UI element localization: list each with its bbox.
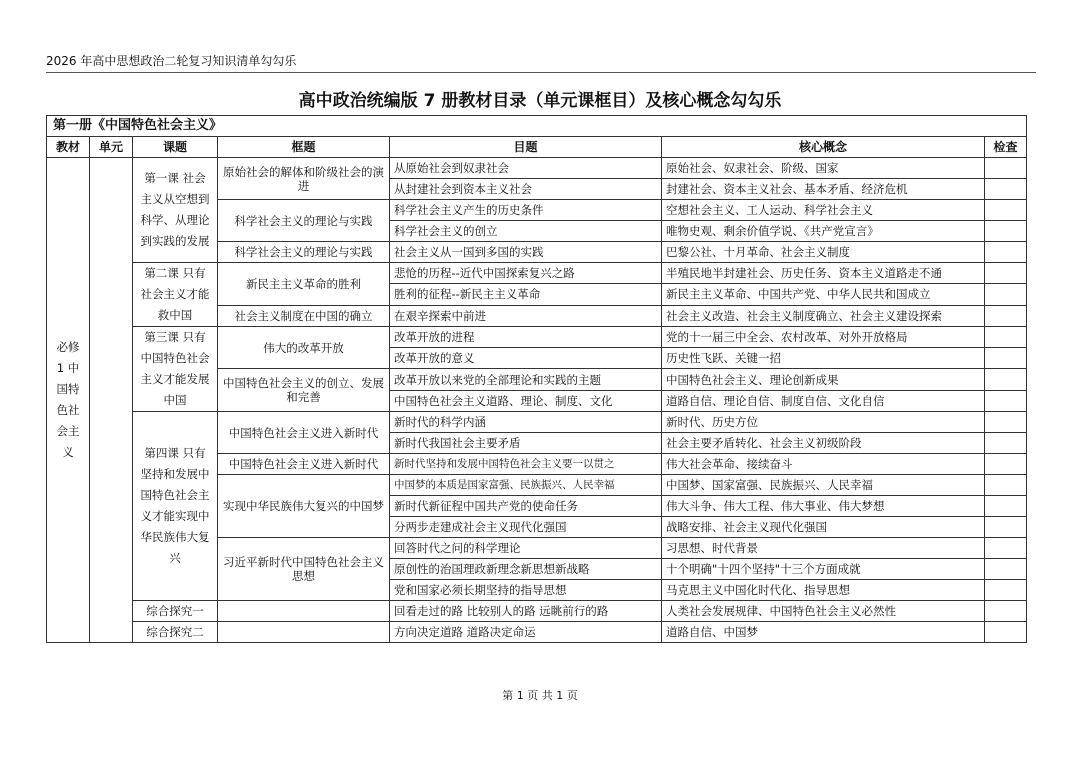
concept-cell: 道路自信、中国梦 (662, 622, 985, 643)
lesson-cell: 第一课 社会主义从空想到科学、从理论到实践的发展 (133, 158, 218, 263)
syllabus-table (46, 115, 1027, 643)
check-cell[interactable] (985, 622, 1027, 643)
check-cell[interactable] (985, 369, 1027, 391)
concept-cell: 党的十一届三中全会、农村改革、对外开放格局 (662, 327, 985, 348)
item-cell: 从原始社会到奴隶社会 (390, 158, 662, 179)
check-cell[interactable] (985, 517, 1027, 538)
lesson-cell: 第四课 只有坚持和发展中国特色社会主义才能实现中华民族伟大复兴 (133, 412, 218, 601)
item-cell: 分两步走建成社会主义现代化强国 (390, 517, 662, 538)
table-row (47, 158, 1027, 179)
frame-cell: 原始社会的解体和阶级社会的演进 (218, 158, 390, 200)
lesson-cell: 综合探究一 (133, 601, 218, 622)
column-header-row (47, 137, 1027, 158)
check-cell[interactable] (985, 348, 1027, 369)
lesson-cell: 综合探究二 (133, 622, 218, 643)
check-cell[interactable] (985, 242, 1027, 263)
item-cell: 悲怆的历程--近代中国探索复兴之路 (390, 263, 662, 284)
header-divider (46, 72, 1036, 73)
check-cell[interactable] (985, 580, 1027, 601)
check-cell[interactable] (985, 158, 1027, 179)
col-header-textbook: 教材 (47, 137, 90, 158)
item-cell: 新时代我国社会主要矛盾 (390, 433, 662, 454)
check-cell[interactable] (985, 412, 1027, 433)
check-cell[interactable] (985, 179, 1027, 200)
check-cell[interactable] (985, 601, 1027, 622)
frame-cell (218, 622, 390, 643)
concept-cell: 伟大斗争、伟大工程、伟大事业、伟大梦想 (662, 496, 985, 517)
check-cell[interactable] (985, 200, 1027, 221)
page-footer: 第 1 页 共 1 页 (502, 689, 578, 702)
check-cell[interactable] (985, 391, 1027, 412)
unit-cell (90, 158, 133, 643)
frame-cell: 习近平新时代中国特色社会主义思想 (218, 538, 390, 601)
page-title: 高中政治统编版 7 册教材目录（单元课框目）及核心概念勾勾乐 (298, 91, 782, 111)
concept-cell: 社会主义改造、社会主义制度确立、社会主义建设探索 (662, 305, 985, 326)
frame-cell (218, 601, 390, 622)
check-cell[interactable] (985, 221, 1027, 242)
concept-cell: 巴黎公社、十月革命、社会主义制度 (662, 242, 985, 263)
item-cell: 改革开放的意义 (390, 348, 662, 369)
check-cell[interactable] (985, 263, 1027, 284)
check-cell[interactable] (985, 454, 1027, 475)
concept-cell: 中国特色社会主义、理论创新成果 (662, 369, 985, 391)
check-cell[interactable] (985, 327, 1027, 348)
table-row (47, 412, 1027, 433)
frame-cell: 科学社会主义的理论与实践 (218, 200, 390, 242)
item-cell: 胜利的征程--新民主主义革命 (390, 284, 662, 305)
concept-cell: 封建社会、资本主义社会、基本矛盾、经济危机 (662, 179, 985, 200)
frame-cell: 实现中华民族伟大复兴的中国梦 (218, 475, 390, 538)
concept-cell: 十个明确"十四个坚持"十三个方面成就 (662, 559, 985, 580)
lesson-cell: 第三课 只有中国特色社会主义才能发展中国 (133, 327, 218, 412)
item-cell: 改革开放以来党的全部理论和实践的主题 (390, 369, 662, 391)
concept-cell: 唯物史观、剩余价值学说、《共产党宣言》 (662, 221, 985, 242)
concept-cell: 新时代、历史方位 (662, 412, 985, 433)
concept-cell: 原始社会、奴隶社会、阶级、国家 (662, 158, 985, 179)
frame-cell: 中国特色社会主义进入新时代 (218, 454, 390, 475)
col-header-unit: 单元 (90, 137, 133, 158)
item-cell: 回答时代之问的科学理论 (390, 538, 662, 559)
col-header-item: 目题 (390, 137, 662, 158)
book-title: 第一册《中国特色社会主义》 (47, 116, 1027, 137)
col-header-frame: 框题 (218, 137, 390, 158)
concept-cell: 习思想、时代背景 (662, 538, 985, 559)
item-cell: 新时代新征程中国共产党的使命任务 (390, 496, 662, 517)
item-cell: 党和国家必须长期坚持的指导思想 (390, 580, 662, 601)
concept-cell: 新民主主义革命、中国共产党、中华人民共和国成立 (662, 284, 985, 305)
item-cell: 从封建社会到资本主义社会 (390, 179, 662, 200)
check-cell[interactable] (985, 284, 1027, 305)
frame-cell: 社会主义制度在中国的确立 (218, 305, 390, 326)
col-header-concept: 核心概念 (662, 137, 985, 158)
col-header-lesson: 课题 (133, 137, 218, 158)
book-row (47, 116, 1027, 137)
col-header-check: 检查 (985, 137, 1027, 158)
item-cell: 在艰辛探索中前进 (390, 305, 662, 326)
item-cell: 回看走过的路 比较别人的路 远眺前行的路 (390, 601, 662, 622)
concept-cell: 半殖民地半封建社会、历史任务、资本主义道路走不通 (662, 263, 985, 284)
concept-cell: 伟大社会革命、接续奋斗 (662, 454, 985, 475)
table-row (47, 622, 1027, 643)
concept-cell: 中国梦、国家富强、民族振兴、人民幸福 (662, 475, 985, 496)
frame-cell: 科学社会主义的理论与实践 (218, 242, 390, 263)
concept-cell: 人类社会发展规律、中国特色社会主义必然性 (662, 601, 985, 622)
item-cell: 方向决定道路 道路决定命运 (390, 622, 662, 643)
concept-cell: 历史性飞跃、关键一招 (662, 348, 985, 369)
item-cell: 中国特色社会主义道路、理论、制度、文化 (390, 391, 662, 412)
page-header: 2026 年高中思想政治二轮复习知识清单勾勾乐 (46, 54, 297, 68)
item-cell: 科学社会主义产生的历史条件 (390, 200, 662, 221)
frame-cell: 伟大的改革开放 (218, 327, 390, 369)
textbook-cell: 必修 1 中国特色社会主义 (47, 158, 90, 643)
item-cell: 科学社会主义的创立 (390, 221, 662, 242)
item-cell: 中国梦的本质是国家富强、民族振兴、人民幸福 (390, 475, 662, 496)
table-row (47, 263, 1027, 284)
item-cell: 社会主义从一国到多国的实践 (390, 242, 662, 263)
item-cell: 原创性的治国理政新理念新思想新战略 (390, 559, 662, 580)
frame-cell: 中国特色社会主义进入新时代 (218, 412, 390, 454)
concept-cell: 社会主要矛盾转化、社会主义初级阶段 (662, 433, 985, 454)
item-cell: 改革开放的进程 (390, 327, 662, 348)
check-cell[interactable] (985, 559, 1027, 580)
item-cell: 新时代坚持和发展中国特色社会主义要一以贯之 (390, 454, 662, 475)
check-cell[interactable] (985, 305, 1027, 326)
concept-cell: 战略安排、社会主义现代化强国 (662, 517, 985, 538)
check-cell[interactable] (985, 475, 1027, 496)
item-cell: 新时代的科学内涵 (390, 412, 662, 433)
check-cell[interactable] (985, 538, 1027, 559)
frame-cell: 中国特色社会主义的创立、发展和完善 (218, 369, 390, 412)
concept-cell: 道路自信、理论自信、制度自信、文化自信 (662, 391, 985, 412)
lesson-cell: 第二课 只有社会主义才能救中国 (133, 263, 218, 327)
table-row (47, 327, 1027, 348)
check-cell[interactable] (985, 496, 1027, 517)
concept-cell: 马克思主义中国化时代化、指导思想 (662, 580, 985, 601)
check-cell[interactable] (985, 433, 1027, 454)
table-row (47, 601, 1027, 622)
concept-cell: 空想社会主义、工人运动、科学社会主义 (662, 200, 985, 221)
frame-cell: 新民主主义革命的胜利 (218, 263, 390, 306)
